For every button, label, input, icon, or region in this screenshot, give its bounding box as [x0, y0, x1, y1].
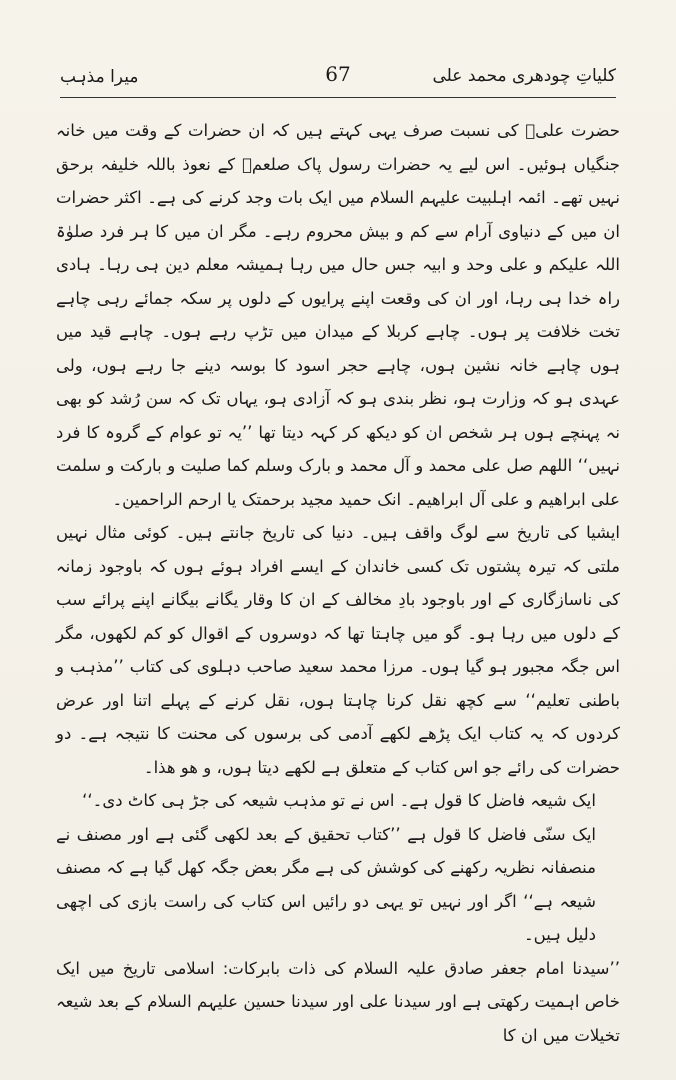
- paragraph: ’’سیدنا امام جعفر صادق علیہ السلام کی ذات بابرکات: اسلامی تاریخ میں ایک خاص اہمیت رکھتی ہے اور سیدنا علی اور سیدنا حسین علیہم السلام کے بعد شیعہ تخیلات میں ان کا: [56, 958, 620, 1045]
- quote-paragraph: ایک شیعہ فاضل کا قول ہے۔ اس نے تو مذہب شیعہ کی جڑ ہی کاٹ دی۔‘‘: [82, 791, 596, 810]
- header-rule: [60, 97, 616, 98]
- paragraph: ایشیا کی تاریخ سے لوگ واقف ہیں۔ دنیا کی تاریخ جانتے ہیں۔ کوئی مثال نہیں ملتی کہ تیرہ پشتوں تک کسی خاندان کے ایسے افراد ہوئے ہوں کہ باوجود زمانہ کی ناسازگاری کے اور باوجود بادِ مخالف کے ان کا وقار یگانے بیگانے اپنے پرائے سب کے دلوں میں رہا ہو۔ گو میں چاہتا تھا کہ دوسروں کے اقوال کو کم لکھوں، مگر اس جگہ مجبور ہو گیا ہوں۔ مرزا محمد سعید صاحب دہلوی کی کتاب ’’مذہب و باطنی تعلیم‘‘ سے کچھ نقل کرنا چاہتا ہوں، نقل کرنے کے پہلے اتنا اور عرض کردوں کہ یہ کتاب ایک پڑھے لکھے آدمی کی برسوں کی محنت کا نتیجہ ہے۔ دو حضرات کی رائے جو اس کتاب کے متعلق ہے لکھے دیتا ہوں، و ھو ھذا۔: [56, 523, 620, 777]
- book-title: کلیاتِ چودھری محمد علی: [432, 66, 616, 86]
- paragraph: حضرت علیؑ کی نسبت صرف یہی کہتے ہیں کہ ان حضرات کے وقت میں خانہ جنگیاں ہوئیں۔ اس لیے یہ حضرات رسول پاک صلعمؐ کے نعوذ باللہ خلیفہ برحق نہیں تھے۔ ائمہ اہلبیت علیہم السلام میں ایک بات وجد کرنے کی ہے۔ اکثر حضرات ان میں کے دنیاوی آرام سے کم و بیش محروم رہے۔ مگر ان میں کا ہر فرد صلوٰۃ اللہ علیکم و علی وحد و ابیہ جس حال میں رہا ہمیشہ معلم دین ہی رہا۔ ہادی راہ خدا ہی رہا، اور ان کی وقعت اپنے پرایوں کے دلوں پر سکہ جمائے رہی چاہے تخت خلافت پر ہوں۔ چاہے کربلا کے میدان میں تڑپ رہے ہوں۔ چاہے قید میں ہوں چاہے خانہ نشین ہوں، چاہے حجر اسود کا بوسہ دینے جا رہے ہوں، ولی عہدی ہو کہ وزارت ہو، نظر بندی ہو کہ آزادی ہو، یہاں تک کہ سن رُشد کو بھی نہ پہنچے ہوں ہر شخص ان کو دیکھ کر کہہ دیتا تھا ’’یہ تو عوام کے گروہ کا فرد نہیں‘‘ اللھم صل علی محمد و آل محمد و بارک وسلم کما صلیت و بارکت و سلمت علی ابراھیم و علی آل ابراھیم۔ انک حمید مجید برحمتک یا ارحم الراحمین۔: [56, 121, 620, 509]
- page-number: 67: [325, 62, 351, 86]
- page-header: [60, 62, 616, 92]
- page-body: [56, 114, 620, 1052]
- quote-paragraph: ایک سنّی فاضل کا قول ہے ’’کتاب تحقیق کے بعد لکھی گئی ہے اور مصنف نے منصفانہ نظریہ رکھنے کی کوشش کی ہے مگر بعض جگہ کھل گیا ہے کہ مصنف شیعہ ہے‘‘ اگر اور نہیں تو یہی دو رائیں اس کتاب کی راست بازی کی اچھی دلیل ہیں۔: [56, 824, 596, 944]
- section-title: میرا مذہب: [60, 67, 139, 87]
